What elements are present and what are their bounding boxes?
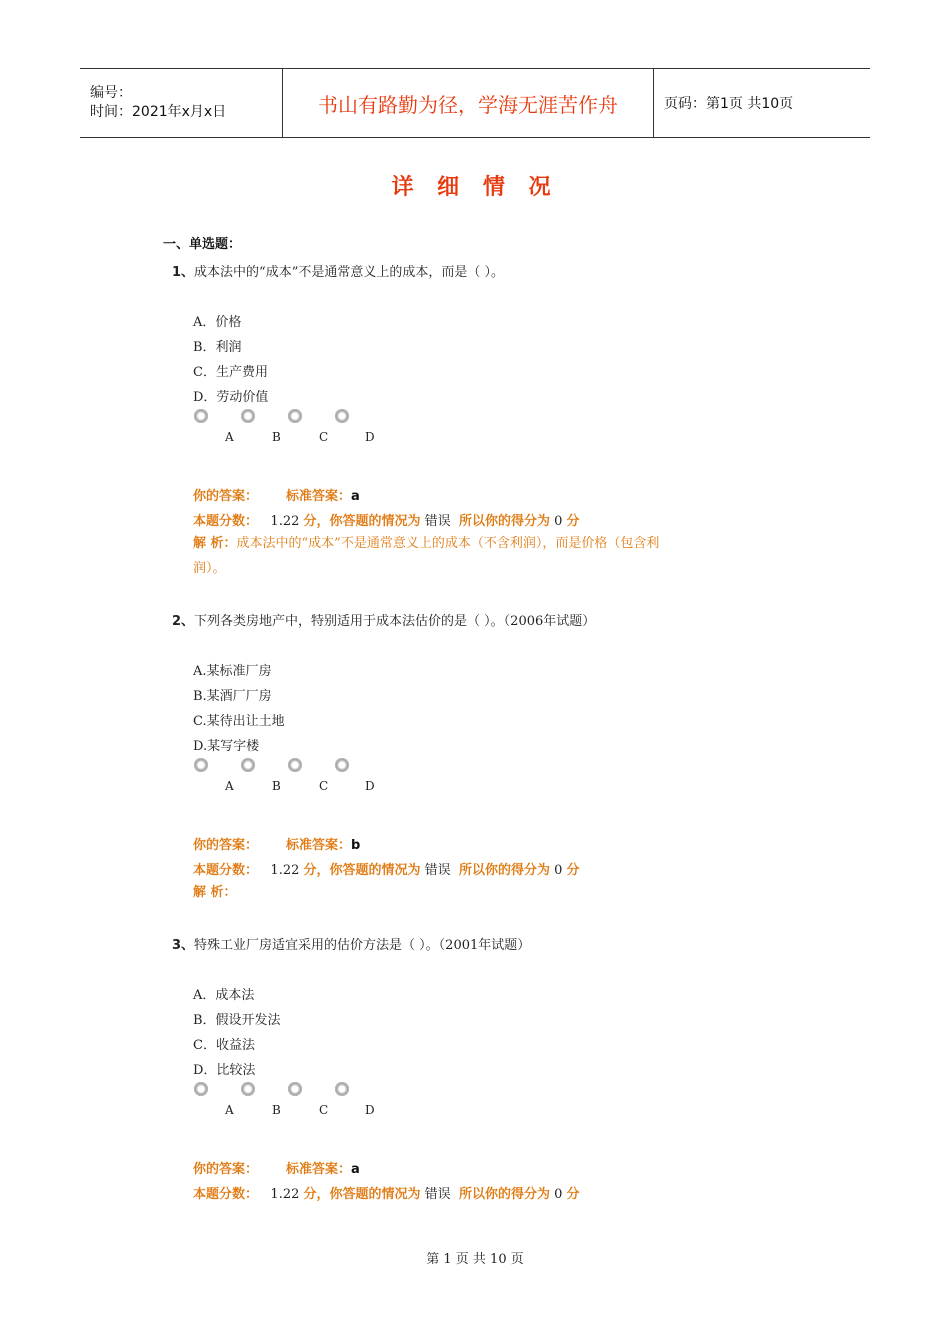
score-tail: 所以你的得分为 [458, 1187, 550, 1202]
page-footer: 第 1 页 共 10 页 [426, 1252, 524, 1267]
option-b: B．利润 [193, 340, 242, 355]
question-2-stem [172, 610, 595, 629]
answer-line [193, 485, 360, 504]
option-a: A.某标准厂房 [193, 664, 272, 679]
option-b: B．假设开发法 [193, 1013, 281, 1028]
option-c: C.某待出让土地 [193, 714, 285, 729]
radio-b[interactable] [241, 758, 255, 772]
standard-answer-label: 标准答案： [286, 838, 352, 853]
score-tail: 所以你的得分为 [458, 514, 550, 529]
radio-label-d: D [365, 779, 375, 793]
score-line [193, 859, 580, 878]
question-text: 下列各类房地产中，特别适用于成本法估价的是（ ）。（2006年试题） [194, 614, 596, 629]
fen-label: 分 [566, 1187, 580, 1202]
time-label: 时间：2021年x月x日 [90, 104, 227, 120]
code-label: 编号： [90, 85, 132, 101]
analysis-text-1: 成本法中的“成本”不是通常意义上的成本（不含利润），而是价格（包含利 [236, 536, 660, 551]
header-meta [80, 69, 282, 137]
radio-d[interactable] [335, 758, 349, 772]
analysis-label: 解 析： [193, 885, 237, 900]
radio-a[interactable] [194, 1082, 208, 1096]
standard-answer-label: 标准答案： [286, 489, 352, 504]
standard-answer-value: b [351, 838, 361, 853]
analysis [193, 880, 763, 905]
question-text: 成本法中的“成本”不是通常意义上的成本，而是（ ）。 [194, 265, 504, 280]
question-1-stem [172, 261, 504, 280]
score-tail: 所以你的得分为 [458, 863, 550, 878]
radio-d[interactable] [335, 1082, 349, 1096]
header-motto [282, 69, 654, 137]
radio-labels [193, 430, 383, 446]
radio-label-c: C [319, 1103, 329, 1117]
motto-text: 书山有路勤为径，学海无涯苦作舟 [318, 92, 618, 117]
question-number: 3、 [172, 938, 195, 953]
result-value: 错误 [424, 863, 451, 878]
option-c: C．收益法 [193, 1038, 255, 1053]
radio-labels [193, 1103, 383, 1119]
score-label: 本题分数： [193, 863, 259, 878]
question-number: 1、 [172, 265, 195, 280]
page-title: 详 细 情 况 [391, 175, 559, 200]
radio-d[interactable] [335, 409, 349, 423]
radio-label-c: C [319, 779, 329, 793]
answer-line [193, 834, 360, 853]
fen-label: 分 [566, 514, 580, 529]
option-d: D.某写字楼 [193, 739, 260, 754]
answer-line [193, 1158, 360, 1177]
answer-radio-group [193, 1082, 363, 1098]
radio-label-d: D [365, 1103, 375, 1117]
document-header [80, 68, 870, 138]
earned-value: 0 [554, 514, 563, 529]
your-answer-label: 你的答案： [193, 838, 259, 853]
score-line [193, 510, 580, 529]
radio-label-b: B [272, 430, 281, 444]
earned-value: 0 [554, 863, 563, 878]
radio-label-b: B [272, 779, 281, 793]
radio-c[interactable] [288, 1082, 302, 1096]
radio-b[interactable] [241, 409, 255, 423]
analysis-label: 解 析： [193, 536, 237, 551]
result-value: 错误 [424, 514, 451, 529]
radio-label-d: D [365, 430, 375, 444]
standard-answer-value: a [351, 489, 360, 504]
radio-labels [193, 779, 383, 795]
answer-radio-group [193, 409, 363, 425]
standard-answer-value: a [351, 1162, 360, 1177]
radio-label-b: B [272, 1103, 281, 1117]
score-mid: 分，你答题的情况为 [303, 514, 421, 529]
question-number: 2、 [172, 614, 195, 629]
question-3-stem [172, 934, 530, 953]
radio-b[interactable] [241, 1082, 255, 1096]
analysis-text-2: 润）。 [193, 561, 226, 576]
score-value: 1.22 [270, 863, 300, 878]
result-value: 错误 [424, 1187, 451, 1202]
score-value: 1.22 [270, 514, 300, 529]
section-title: 一、单选题： [163, 237, 242, 252]
answer-radio-group [193, 758, 363, 774]
your-answer-label: 你的答案： [193, 1162, 259, 1177]
score-line [193, 1183, 580, 1202]
question-text: 特殊工业厂房适宜采用的估价方法是（ ）。（2001年试题） [194, 938, 531, 953]
analysis [193, 531, 763, 581]
option-d: D．比较法 [193, 1063, 256, 1078]
header-page-info [654, 69, 870, 137]
radio-label-a: A [225, 430, 234, 444]
option-a: A．成本法 [193, 988, 255, 1003]
your-answer-label: 你的答案： [193, 489, 259, 504]
fen-label: 分 [566, 863, 580, 878]
option-c: C．生产费用 [193, 365, 268, 380]
score-mid: 分，你答题的情况为 [303, 863, 421, 878]
option-b: B.某酒厂厂房 [193, 689, 272, 704]
radio-label-a: A [225, 1103, 234, 1117]
score-mid: 分，你答题的情况为 [303, 1187, 421, 1202]
score-label: 本题分数： [193, 514, 259, 529]
page-info-text: 页码：第1页 共10页 [664, 96, 794, 112]
radio-a[interactable] [194, 758, 208, 772]
radio-c[interactable] [288, 758, 302, 772]
radio-label-c: C [319, 430, 329, 444]
standard-answer-label: 标准答案： [286, 1162, 352, 1177]
radio-label-a: A [225, 779, 234, 793]
score-label: 本题分数： [193, 1187, 259, 1202]
earned-value: 0 [554, 1187, 563, 1202]
option-d: D．劳动价值 [193, 390, 269, 405]
score-value: 1.22 [270, 1187, 300, 1202]
option-a: A．价格 [193, 315, 242, 330]
radio-a[interactable] [194, 409, 208, 423]
radio-c[interactable] [288, 409, 302, 423]
